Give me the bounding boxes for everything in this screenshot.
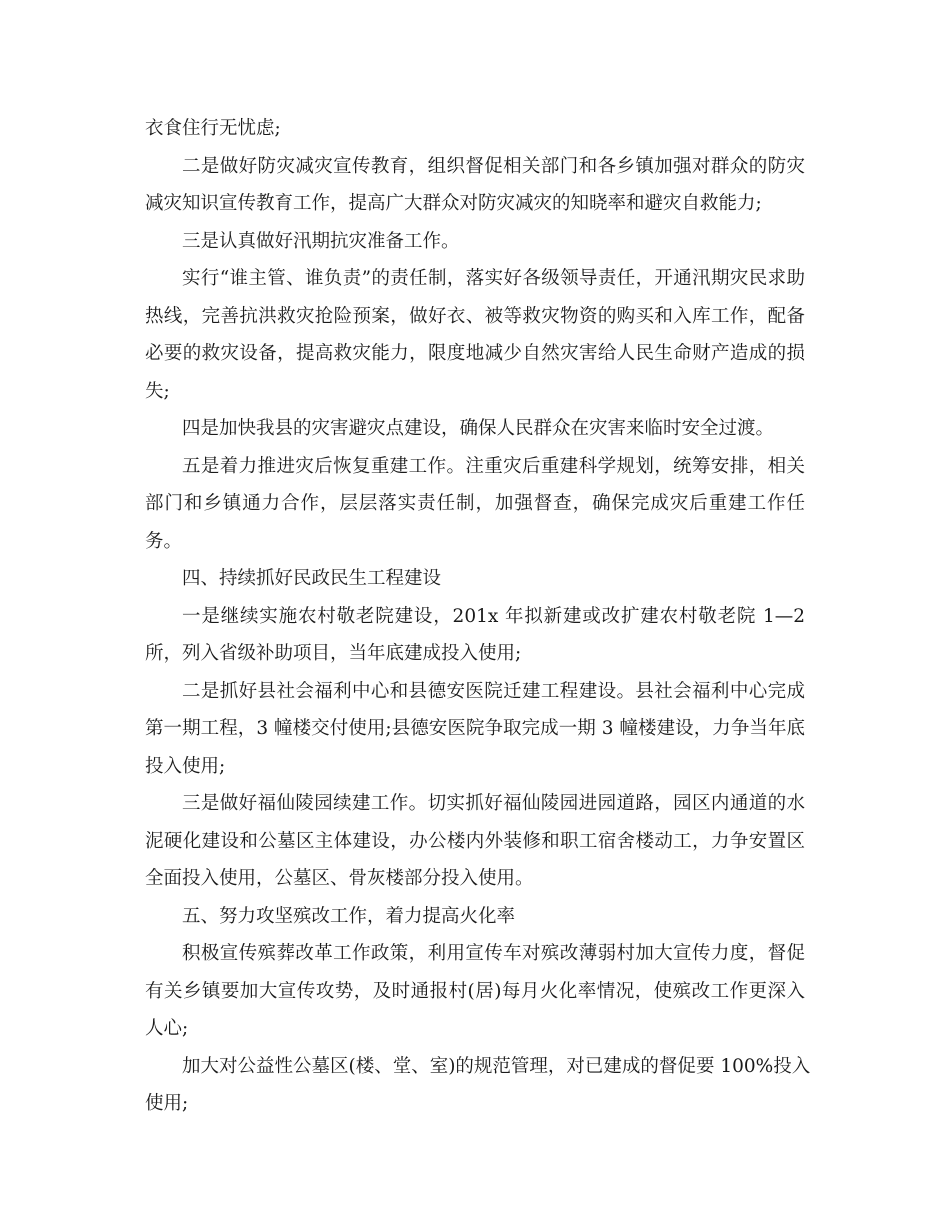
paragraph-line: 泥硬化建设和公墓区主体建设，办公楼内外装修和职工宿舍楼动工，力争安置区 [145, 830, 805, 852]
paragraph-line: 使用; [145, 1093, 189, 1114]
paragraph-line: 第一期工程，3 幢楼交付使用;县德安医院争取完成一期 3 幢楼建设，力争当年底 [145, 718, 805, 739]
paragraph-line: 有关乡镇要加大宣传攻势，及时通报村(居)每月火化率情况，使殡改工作更深入 [145, 980, 805, 1002]
paragraph [145, 1048, 811, 1123]
paragraph [145, 410, 805, 448]
paragraph-line: 部门和乡镇通力合作，层层落实责任制，加强督查，确保完成灾后重建工作任 [145, 493, 805, 514]
paragraph-line: 实行“谁主管、谁负责”的责任制，落实好各级领导责任，开通汛期灾民求助 [182, 268, 805, 289]
paragraph-line: 一是继续实施农村敬老院建设，201x 年拟新建或改扩建农村敬老院 1—2 [182, 605, 805, 627]
paragraph [145, 898, 805, 936]
paragraph [145, 935, 805, 1048]
paragraph [145, 148, 805, 223]
paragraph [145, 110, 805, 148]
paragraph-line: 人心; [145, 1018, 189, 1039]
paragraph-line: 热线，完善抗洪救灾抢险预案，做好衣、被等救灾物资的购买和入库工作，配备 [145, 305, 805, 327]
paragraph-line: 四、持续抓好民政民生工程建设 [182, 568, 442, 589]
paragraph-line: 投入使用; [145, 755, 226, 777]
paragraph [145, 560, 805, 598]
paragraph [145, 448, 805, 561]
paragraph-line: 五是着力推进灾后恢复重建工作。注重灾后重建科学规划，统筹安排，相关 [182, 455, 805, 477]
paragraph-line: 所，列入省级补助项目，当年底建成投入使用; [145, 643, 522, 664]
paragraph-line: 加大对公益性公墓区(楼、堂、室)的规范管理，对已建成的督促要 100%投入 [182, 1055, 811, 1077]
paragraph-line: 失; [145, 380, 170, 402]
paragraph [145, 673, 805, 786]
paragraph-line: 三是做好福仙陵园续建工作。切实抓好福仙陵园进园道路，园区内通道的水 [182, 793, 805, 814]
paragraph-line: 减灾知识宣传教育工作，提高广大群众对防灾减灾的知晓率和避灾自救能力; [145, 193, 762, 214]
paragraph-line: 五、努力攻坚殡改工作，着力提高火化率 [182, 905, 516, 927]
paragraph-line: 衣食住行无忧虑; [145, 118, 281, 139]
paragraph-line: 全面投入使用，公墓区、骨灰楼部分投入使用。 [145, 868, 534, 889]
paragraph-line: 积极宣传殡葬改革工作政策，利用宣传车对殡改薄弱村加大宣传力度，督促 [182, 943, 805, 964]
paragraph [145, 223, 805, 261]
paragraph [145, 598, 805, 673]
paragraph-line: 务。 [145, 530, 183, 552]
paragraph-line: 二是做好防灾减灾宣传教育，组织督促相关部门和各乡镇加强对群众的防灾 [182, 155, 805, 177]
paragraph-line: 四是加快我县的灾害避灾点建设，确保人民群众在灾害来临时安全过渡。 [182, 418, 775, 439]
paragraph-line: 二是抓好县社会福利中心和县德安医院迁建工程建设。县社会福利中心完成 [182, 680, 805, 702]
paragraph-line: 三是认真做好汛期抗灾准备工作。 [182, 230, 460, 252]
paragraph-line: 必要的救灾设备，提高救灾能力，限度地减少自然灾害给人民生命财产造成的损 [145, 343, 805, 364]
paragraph [145, 785, 805, 898]
document-body [145, 110, 811, 1123]
paragraph [145, 260, 805, 410]
